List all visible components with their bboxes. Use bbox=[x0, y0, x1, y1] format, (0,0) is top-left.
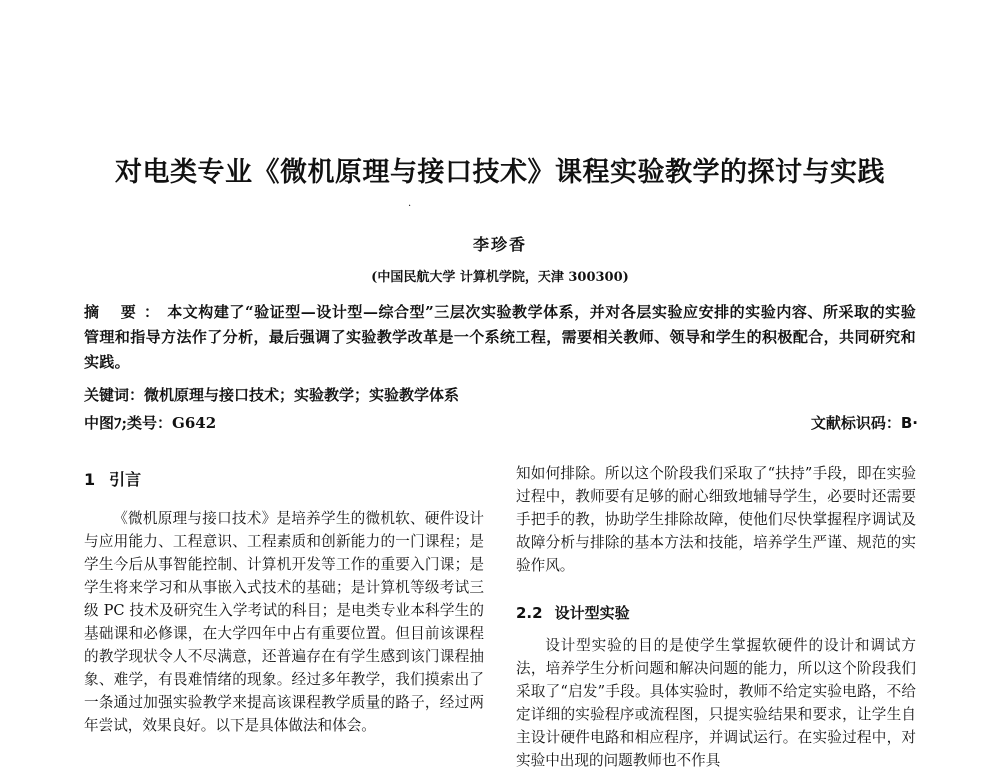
section-title: 引言 bbox=[109, 470, 142, 489]
section-number: 1 bbox=[84, 470, 96, 489]
keywords: 关键词：微机原理与接口技术；实验教学；实验教学体系 bbox=[84, 386, 460, 404]
abstract-label: 摘 要： bbox=[84, 303, 168, 321]
abstract bbox=[84, 300, 916, 375]
section-title: 设计型实验 bbox=[554, 604, 630, 622]
right-paragraph-1: 知如何排除。所以这个阶段我们采取了“扶持”手段，即在实验过程中，教师要有足够的耐心细致地辅导学生，必要时还需要手把手的教，协助学生排除故障，使他们尽快掌握程序调试及故障分析与排除的基本方法和技能，培养学生严谨、规范的实验作风。 bbox=[516, 465, 916, 574]
stray-dot: . bbox=[408, 198, 412, 209]
section-number: 2.2 bbox=[516, 604, 543, 622]
section-heading-intro bbox=[84, 467, 484, 490]
document-code: 文献标识码：B· bbox=[810, 414, 918, 432]
paper-title: 对电类专业《微机原理与接口技术》课程实验教学的探讨与实践 bbox=[115, 157, 885, 188]
author: 李珍香 bbox=[472, 235, 527, 254]
clc-number: 中图ﾌ;类号：G642 bbox=[84, 414, 217, 432]
affiliation: (中国民航大学 计算机学院，天津 300300) bbox=[371, 270, 629, 285]
right-paragraph-2: 设计型实验的目的是使学生掌握软硬件的设计和调试方法，培养学生分析问题和解决问题的能力，所以这个阶段我们采取了“启发”手段。具体实验时，教师不给定实验电路，不给定详细的实验程序或流程图，只提实验结果和要求，让学生自主设计硬件电路和相应程序，并调试运行。在实验过程中，对实验中出现的问题教师也不作具 bbox=[516, 637, 916, 769]
section-heading-design-experiment bbox=[516, 602, 916, 623]
abstract-text: 本文构建了“验证型—设计型—综合型”三层次实验教学体系，并对各层实验应安排的实验内容、所采取的实验管理和指导方法作了分析，最后强调了实验教学改革是一个系统工程，需要相关教师、领导和学生的积极配合，共同研究和实践。 bbox=[84, 303, 916, 371]
intro-paragraph: 《微机原理与接口技术》是培养学生的微机软、硬件设计与应用能力、工程意识、工程素质和创新能力的一门课程；是学生今后从事智能控制、计算机开发等工作的重要入门课；是学生将来学习和从事嵌入式技术的基础；是计算机等级考试三级 PC 技术及研究生入学考试的科目；是电类专业本科学生的基础课和必修课，在大学四年中占有重要位置。但目前该课程的教学现状令人不尽满意，还普遍存在有学生感到该门课程抽象、难学，有畏难情绪的现象。经过多年教学，我们摸索出了一条通过加强实验教学来提高该课程教学质量的路子，经过两年尝试，效果良好。以下是具体做法和体会。 bbox=[84, 510, 484, 734]
